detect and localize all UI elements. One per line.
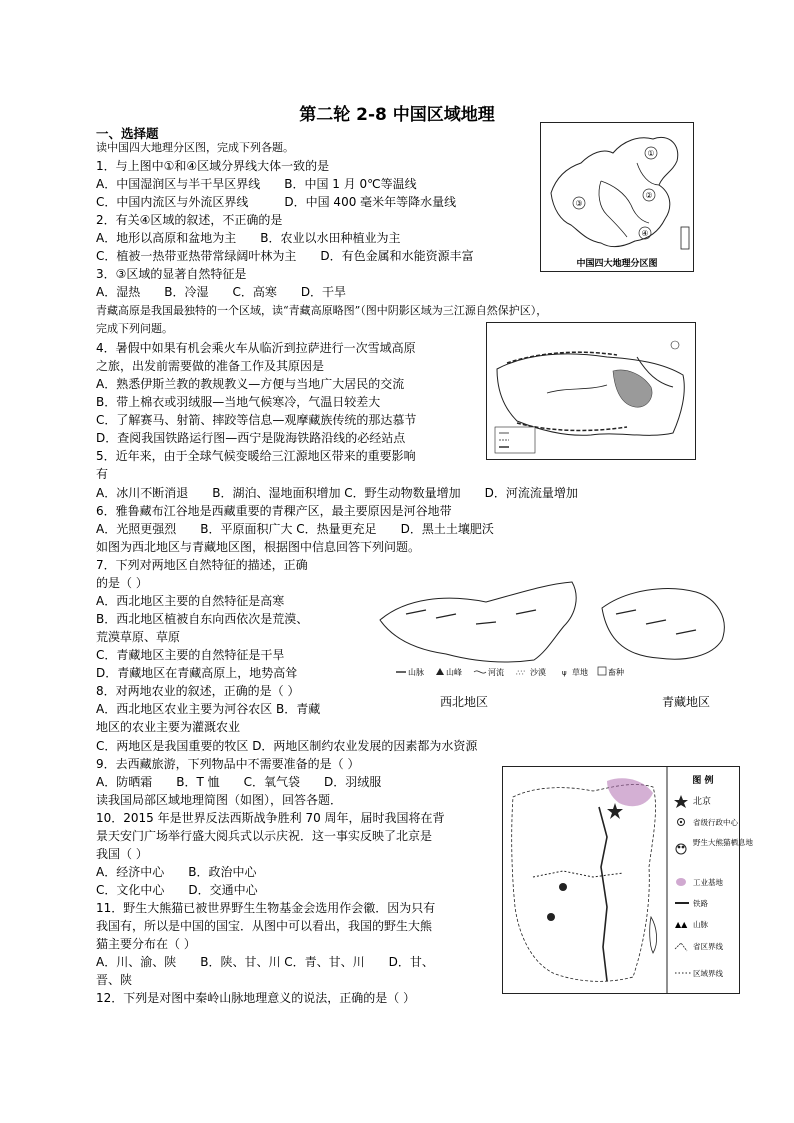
text-line: 我国（ ） <box>96 847 148 861</box>
text-line: A．湿热 B．冷湿 C．高寒 D．干旱 <box>96 285 347 299</box>
map-caption: 中国四大地理分区图 <box>576 259 658 269</box>
region-label: ① <box>647 149 655 158</box>
text-line: A．地形以高原和盆地为主 B．农业以水田种植业为主 <box>96 231 401 245</box>
text-line: A．熟悉伊斯兰教的教规教义—方便与当地广大居民的交流 <box>96 377 405 391</box>
page-title: 第二轮 2-8 中国区域地理 <box>299 105 495 125</box>
region-label: ④ <box>641 229 649 238</box>
qt-region-name: 青藏地区 <box>661 695 711 709</box>
svg-text:∴∵: ∴∵ <box>516 669 525 677</box>
text-line: C．青藏地区主要的自然特征是干旱 <box>96 648 285 662</box>
text-line: A．冰川不断消退 B．湖泊、湿地面积增加 C．野生动物数量增加 D．河流流量增加 <box>96 486 578 500</box>
text-line: 猫主要分布在（ ） <box>96 937 196 951</box>
svg-text:ψ: ψ <box>562 669 567 677</box>
text-line: 12．下列是对图中秦岭山脉地理意义的说法，正确的是（ ） <box>96 991 416 1005</box>
nw-qt-regions-figure <box>366 574 740 714</box>
legend-label: 河流 <box>488 668 504 677</box>
legend-label: 野生大熊猫栖息地 <box>693 838 753 847</box>
text-line: 9．去西藏旅游，下列物品中不需要准备的是（ ） <box>96 757 360 771</box>
text-line: 8．对两地农业的叙述，正确的是（ ） <box>96 684 300 698</box>
text-line: D．青藏地区在青藏高原上，地势高耸 <box>96 666 298 680</box>
text-line: 6．雅鲁藏布江谷地是西藏重要的青稞产区，最主要原因是河谷地带 <box>96 504 452 518</box>
text-line: 如图为西北地区与青藏地区图，根据图中信息回答下列问题。 <box>96 540 421 554</box>
legend-label: 草地 <box>572 668 588 677</box>
region-label: ③ <box>575 199 583 208</box>
text-line: A．光照更强烈 B．平原面积广大 C．热量更充足 D．黑土土壤肥沃 <box>96 522 494 536</box>
text-line: B．带上棉衣或羽绒服—当地气候寒冷，气温日较差大 <box>96 395 381 409</box>
text-line: B．西北地区植被自东向西依次是荒漠、 <box>96 612 309 626</box>
text-line: C．植被一热带亚热带常绿阔叶林为主 D．有色金属和水能资源丰富 <box>96 249 474 263</box>
text-line: 景天安门广场举行盛大阅兵式以示庆祝．这一事实反映了北京是 <box>96 829 433 843</box>
text-line: 11．野生大熊猫已被世界野生生物基金会选用作会徽．因为只有 <box>96 901 436 915</box>
text-line: C．中国内流区与外流区界线 D．中国 400 毫米年等降水量线 <box>96 195 457 209</box>
legend-title: 图 例 <box>692 776 714 786</box>
svg-text:▲▲: ▲▲ <box>675 920 688 929</box>
region-label: ② <box>645 191 653 200</box>
text-line: 有 <box>96 467 109 481</box>
text-line: 晋、陕 <box>96 973 133 987</box>
text-line: C．两地区是我国重要的牧区 D．两地区制约农业发展的因素都为水资源 <box>96 739 478 753</box>
legend-label: 铁路 <box>693 899 708 908</box>
legend-label: 省区界线 <box>693 942 723 951</box>
text-line: A．防晒霜 B．T 恤 C．氧气袋 D．羽绒服 <box>96 775 382 789</box>
legend-label: 沙漠 <box>530 668 546 677</box>
text-line: C．文化中心 D．交通中心 <box>96 883 258 897</box>
text-line: 2．有关④区域的叙述，不正确的是 <box>96 213 283 227</box>
text-line: 1．与上图中①和④区域分界线大体一致的是 <box>96 159 330 173</box>
text-line: 4．暑假中如果有机会乘火车从临沂到拉萨进行一次雪域高原 <box>96 341 416 355</box>
text-line: A．中国湿润区与半干旱区界线 B．中国 1 月 0℃等温线 <box>96 177 417 191</box>
text-line: 3．③区域的显著自然特征是 <box>96 267 247 281</box>
legend-label: 区域界线 <box>693 969 723 978</box>
nw-region-name: 西北地区 <box>439 695 489 709</box>
text-line: D．查阅我国铁路运行图—西宁是陇海铁路沿线的必经站点 <box>96 431 406 445</box>
text-line: A．川、渝、陕 B．陕、甘、川 C．青、甘、川 D．甘、 <box>96 955 434 969</box>
text-line: 之旅，出发前需要做的准备工作及其原因是 <box>96 359 325 373</box>
legend-label: 山峰 <box>446 668 462 677</box>
text-line: 地区的农业主要为灌溉农业 <box>96 720 241 734</box>
text-line: 完成下列问题。 <box>96 322 173 335</box>
text-line: 我国有，所以是中国的国宝．从图中可以看出，我国的野生大熊 <box>96 919 433 933</box>
legend-label: 畜种 <box>608 668 624 677</box>
legend-label: 省级行政中心 <box>693 818 738 827</box>
text-line: 青藏高原是我国最独特的一个区域，读“青藏高原略图”（图中阴影区域为三江源自然保护区）， <box>96 304 548 317</box>
legend-label: 山脉 <box>693 920 708 929</box>
text-line: 的是（ ） <box>96 576 148 590</box>
text-line: 7．下列对两地区自然特征的描述，正确 <box>96 558 308 572</box>
text-line: 5．近年来，由于全球气候变暖给三江源地区带来的重要影响 <box>96 449 416 463</box>
text-line: A．西北地区主要的自然特征是高寒 <box>96 594 285 608</box>
text-line: 荒漠草原、草原 <box>96 630 181 644</box>
text-line: A．经济中心 B．政治中心 <box>96 865 257 879</box>
legend-label: 北京 <box>693 797 712 807</box>
qinghai-tibet-map <box>486 322 696 460</box>
section-heading: 一、选择题 <box>96 126 159 141</box>
text-line: A．西北地区农业主要为河谷农区 B．青藏 <box>96 702 321 716</box>
text-line: C．了解赛马、射箭、摔跤等信息—观摩藏族传统的那达慕节 <box>96 413 417 427</box>
legend-label: 工业基地 <box>693 878 723 887</box>
region-map <box>502 766 753 994</box>
text-line: 读我国局部区域地理简图（如图），回答各题． <box>96 793 343 807</box>
legend-label: 山脉 <box>408 668 424 677</box>
text-line: 读中国四大地理分区图，完成下列各题。 <box>96 141 294 154</box>
text-line: 10．2015 年是世界反法西斯战争胜利 70 周年，届时我国将在背 <box>96 811 445 825</box>
china-regions-map <box>540 122 694 272</box>
